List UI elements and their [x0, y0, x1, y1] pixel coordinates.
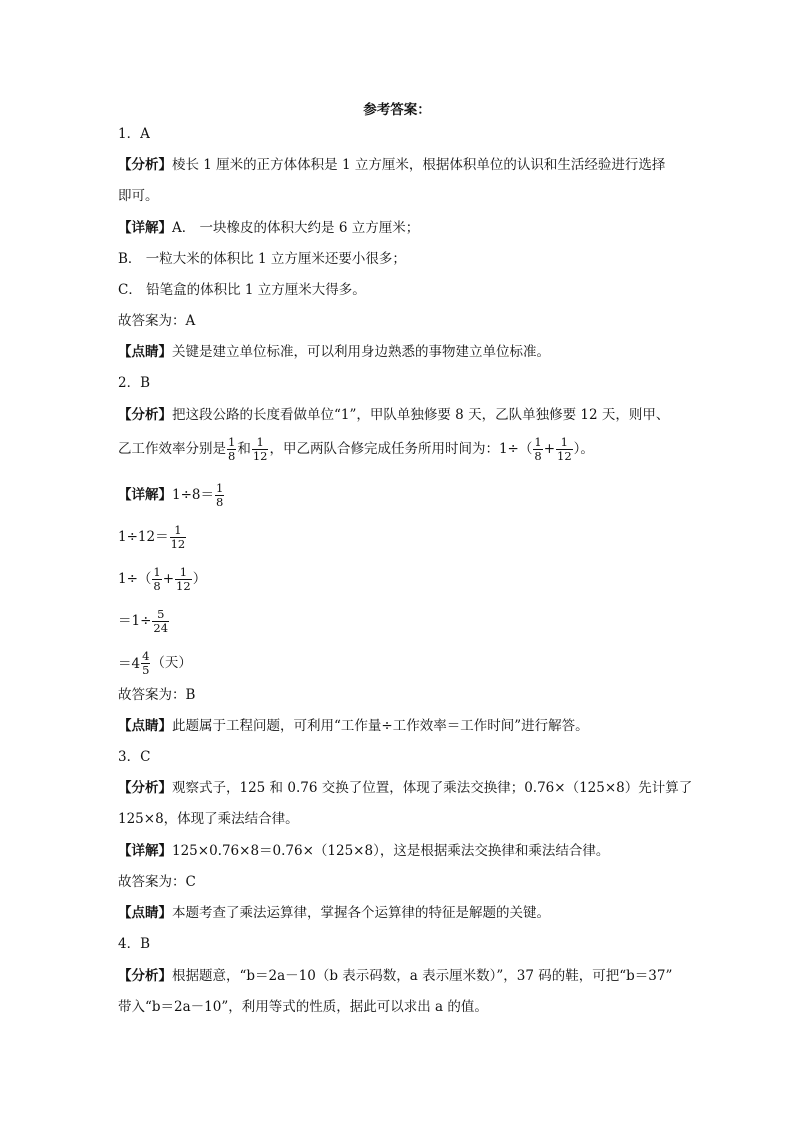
detail-tag: 【详解】	[118, 487, 172, 503]
q1-comment	[118, 342, 550, 362]
plus-sign: +	[162, 571, 175, 587]
q2-comment	[118, 716, 589, 736]
q2-detail-step1	[118, 482, 225, 509]
numerator: 4	[142, 649, 150, 663]
comment-tag: 【点睛】	[118, 718, 172, 734]
q2-analysis-line1	[118, 405, 669, 425]
numerator: 1	[256, 435, 264, 449]
step-text: ＝4	[118, 655, 141, 672]
q1-detail-line1	[118, 218, 419, 238]
analysis-text: ）。	[573, 441, 594, 457]
q3-analysis-line1	[118, 778, 692, 798]
analysis-tag: 【分析】	[118, 780, 172, 796]
analysis-text: 和	[237, 441, 251, 457]
unit-text: （天）	[151, 655, 192, 671]
analysis-text: ，甲乙两队合修完成任务所用时间为：1÷（	[269, 441, 533, 457]
q2-number: 2．B	[118, 375, 151, 391]
numerator: 1	[228, 435, 236, 449]
comment-tag: 【点睛】	[118, 905, 172, 921]
denominator: 24	[153, 621, 169, 635]
fraction-1-12	[556, 436, 573, 463]
q1-analysis-line1	[118, 155, 665, 175]
q1-detail-line-c: C． 铅笔盒的体积比 1 立方厘米大得多。	[118, 282, 366, 298]
q1-number: 1．A	[118, 126, 150, 142]
fraction-1-8	[215, 482, 224, 509]
q1-analysis-line2: 即可。	[118, 188, 159, 204]
fraction-4-5	[141, 650, 150, 677]
fraction-1-12	[175, 566, 192, 593]
plus-sign: +	[543, 441, 556, 457]
step-text: ＝1÷	[118, 613, 152, 629]
detail-tag: 【详解】	[118, 843, 172, 859]
analysis-tag: 【分析】	[118, 968, 172, 984]
analysis-text: 乙工作效率分别是	[118, 441, 226, 457]
numerator: 1	[534, 435, 542, 449]
q4-number: 4．B	[118, 936, 151, 952]
comment-tag: 【点睛】	[118, 344, 172, 360]
q4-analysis-line2: 带入“b＝2a－10”，利用等式的性质，据此可以求出 a 的值。	[118, 999, 488, 1015]
page-title: 参考答案：	[363, 102, 431, 118]
q2-answer: 故答案为：B	[118, 687, 196, 703]
q2-detail-step2	[118, 524, 187, 551]
q2-detail-step3	[118, 566, 206, 593]
q3-number: 3．C	[118, 749, 151, 765]
denominator: 12	[252, 449, 268, 463]
q3-comment	[118, 903, 550, 923]
denominator: 12	[170, 537, 186, 551]
denominator: 5	[142, 663, 150, 677]
detail-text: A． 一块橡皮的体积大约是 6 立方厘米；	[172, 220, 420, 236]
numerator: 1	[153, 565, 161, 579]
q2-analysis-line2	[118, 436, 594, 463]
comment-text: 关键是建立单位标准，可以利用身边熟悉的事物建立单位标准。	[172, 344, 550, 360]
fraction-1-8	[227, 436, 236, 463]
q3-answer: 故答案为：C	[118, 874, 196, 890]
denominator: 8	[534, 449, 542, 463]
fraction-1-8	[533, 436, 542, 463]
numerator: 1	[179, 565, 188, 579]
numerator: 1	[174, 523, 182, 537]
q1-detail-line-b: B． 一粒大米的体积比 1 立方厘米还要小很多；	[118, 251, 406, 267]
denominator: 12	[176, 579, 191, 593]
fraction-1-12	[252, 436, 269, 463]
q3-analysis-line2: 125×8，体现了乘法结合律。	[118, 811, 299, 827]
step-text: ）	[192, 571, 207, 587]
comment-text: 本题考查了乘法运算律，掌握各个运算律的特征是解题的关键。	[172, 905, 550, 921]
analysis-tag: 【分析】	[118, 407, 172, 423]
denominator: 8	[153, 579, 161, 593]
step-text: 1÷12＝	[118, 529, 169, 545]
analysis-text: 把这段公路的长度看做单位“1”，甲队单独修要 8 天，乙队单独修要 12 天，则甲、	[172, 407, 670, 423]
detail-text: 125×0.76×8＝0.76×（125×8），这是根据乘法交换律和乘法结合律。	[172, 843, 610, 859]
q4-analysis-line1	[118, 966, 672, 986]
denominator: 8	[228, 449, 236, 463]
analysis-tag: 【分析】	[118, 157, 172, 173]
detail-tag: 【详解】	[118, 220, 172, 236]
step-text: 1÷8＝	[172, 487, 214, 503]
fraction-5-24	[152, 608, 169, 635]
comment-text: 此题属于工程问题，可利用“工作量÷工作效率＝工作时间”进行解答。	[172, 718, 589, 734]
q1-answer: 故答案为：A	[118, 313, 196, 329]
q2-detail-step4	[118, 608, 170, 635]
numerator: 1	[560, 435, 568, 449]
analysis-text: 棱长 1 厘米的正方体体积是 1 立方厘米，根据体积单位的认识和生活经验进行选择	[172, 157, 666, 173]
mixed-number	[118, 650, 151, 677]
numerator: 1	[216, 481, 224, 495]
analysis-text: 根据题意，“b＝2a－10（b 表示码数，a 表示厘米数）”，37 码的鞋，可把“b＝37”	[172, 968, 673, 984]
q2-detail-step5	[118, 650, 192, 677]
denominator: 8	[216, 495, 224, 509]
step-text: 1÷（	[118, 571, 152, 587]
denominator: 12	[557, 449, 572, 463]
numerator: 5	[157, 607, 165, 621]
q3-detail	[118, 841, 609, 861]
fraction-1-12	[170, 524, 187, 551]
fraction-1-8	[152, 566, 161, 593]
analysis-text: 观察式子，125 和 0.76 交换了位置，体现了乘法交换律；0.76×（125×8）先计算了	[172, 780, 693, 796]
